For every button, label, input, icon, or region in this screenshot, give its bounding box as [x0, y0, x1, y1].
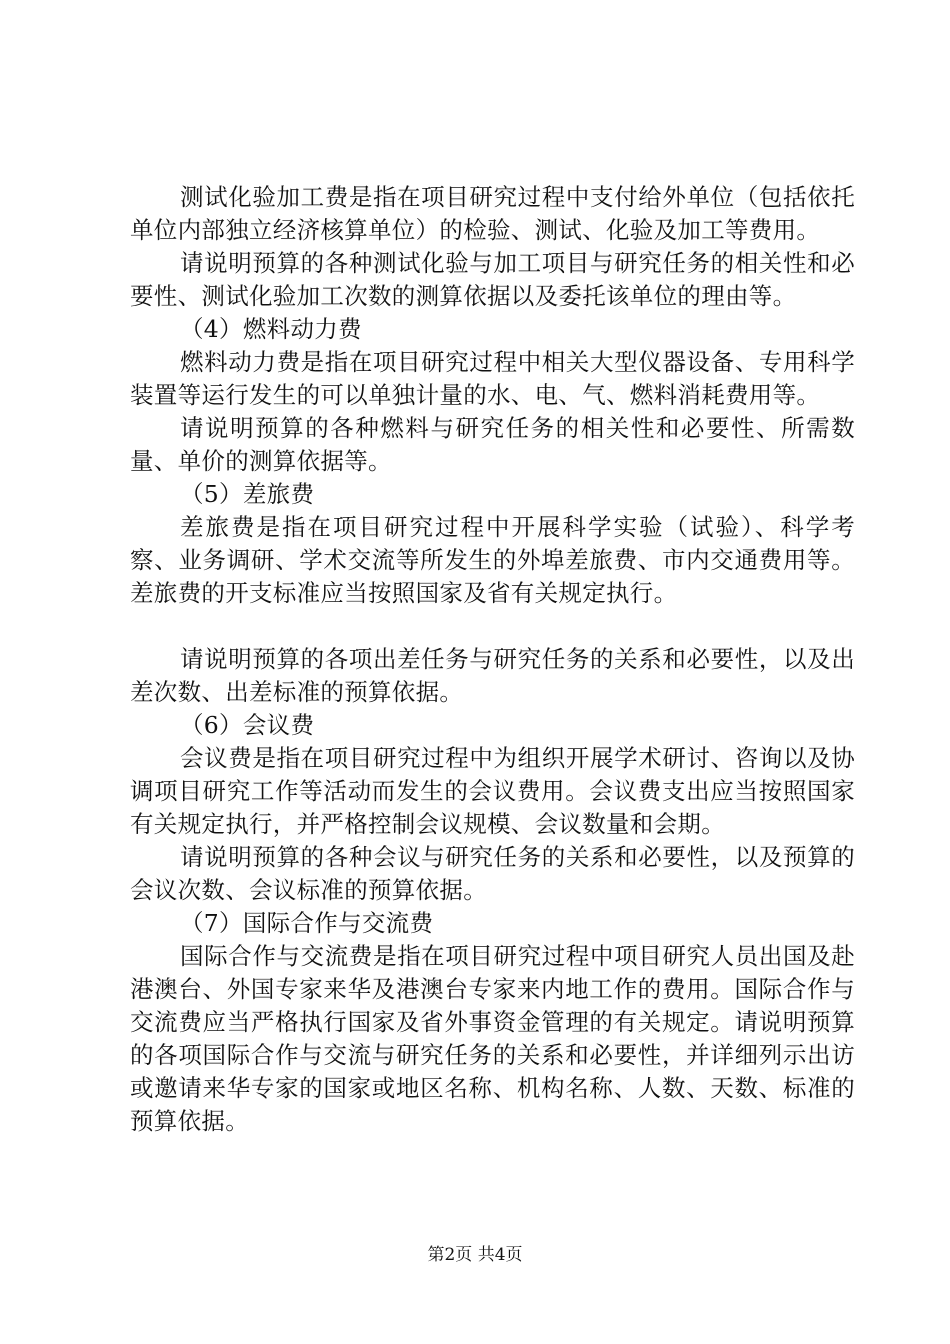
paragraph-meeting-fee-instructions: 请说明预算的各种会议与研究任务的关系和必要性，以及预算的会议次数、会议标准的预算依据。: [130, 843, 855, 904]
paragraph-international-exchange-fee: 国际合作与交流费是指在项目研究过程中项目研究人员出国及赴港澳台、外国专家来华及港澳台专家来内地工作的费用。国际合作与交流费应当严格执行国家及省外事资金管理的有关规定。请说明预算的各项国际合作与交流与研究任务的关系和必要性，并详细列示出访或邀请来华专家的国家或地区名称、机构名称、人数、天数、标准的预算依据。: [130, 942, 855, 1135]
paragraph-testing-fee-instructions: 请说明预算的各种测试化验与加工项目与研究任务的相关性和必要性、测试化验加工次数的测算依据以及委托该单位的理由等。: [130, 249, 855, 310]
paragraph-travel-fee-definition: 差旅费是指在项目研究过程中开展科学实验（试验）、科学考察、业务调研、学术交流等所发生的外埠差旅费、市内交通费用等。差旅费的开支标准应当按照国家及省有关规定执行。: [130, 513, 855, 607]
paragraph-meeting-fee-definition: 会议费是指在项目研究过程中为组织开展学术研讨、咨询以及协调项目研究工作等活动而发生的会议费用。会议费支出应当按照国家有关规定执行，并严格控制会议规模、会议数量和会期。: [130, 744, 855, 838]
heading-meeting-fee: （6）会议费: [180, 711, 315, 739]
heading-travel-fee: （5）差旅费: [180, 480, 315, 508]
heading-international-exchange-fee: （7）国际合作与交流费: [180, 909, 434, 937]
paragraph-fuel-fee-definition: 燃料动力费是指在项目研究过程中相关大型仪器设备、专用科学装置等运行发生的可以单独计量的水、电、气、燃料消耗费用等。: [130, 348, 855, 409]
blank-line: [130, 610, 855, 643]
paragraph-travel-fee-instructions: 请说明预算的各项出差任务与研究任务的关系和必要性，以及出差次数、出差标准的预算依据。: [130, 645, 855, 706]
heading-fuel-power-fee: （4）燃料动力费: [180, 315, 362, 343]
paragraph-testing-fee-definition: 测试化验加工费是指在项目研究过程中支付给外单位（包括依托单位内部独立经济核算单位）的检验、测试、化验及加工等费用。: [130, 183, 855, 244]
page-footer: 第2页 共4页: [427, 1245, 523, 1265]
document-body: [130, 181, 855, 1138]
paragraph-fuel-fee-instructions: 请说明预算的各种燃料与研究任务的相关性和必要性、所需数量、单价的测算依据等。: [130, 414, 855, 475]
